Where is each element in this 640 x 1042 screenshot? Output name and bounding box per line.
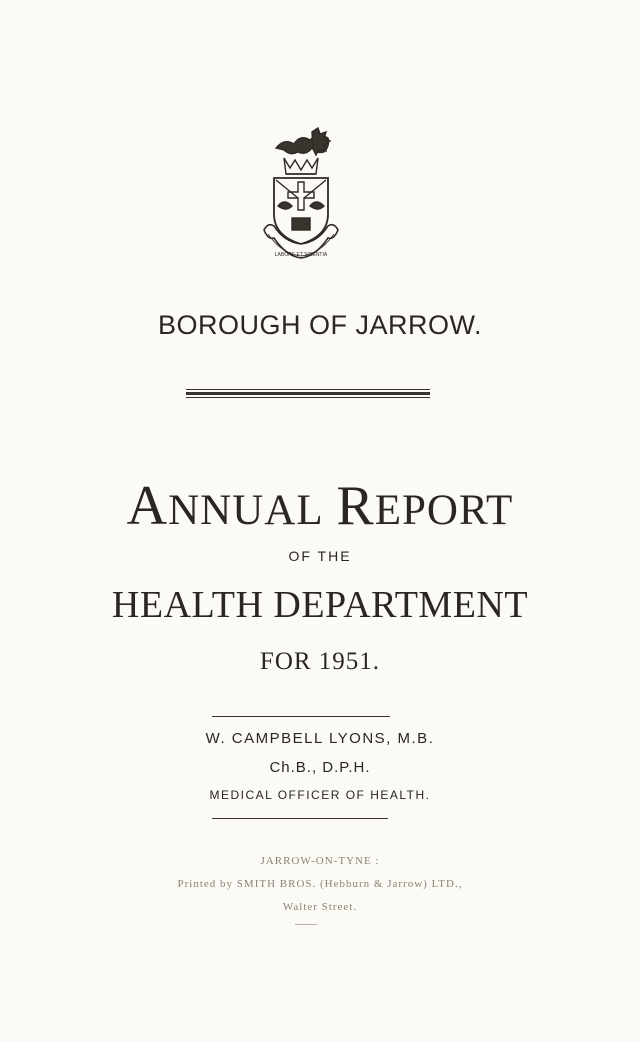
divider-top [212,716,390,717]
author-name: W. CAMPBELL LYONS, M.B. [205,730,435,747]
divider-bottom [212,818,388,819]
imprint-printer: Printed by SMITH BROS. (Hebburn & Jarrow) LTD., [177,878,463,890]
department-title: HEALTH DEPARTMENT [111,584,529,626]
end-mark [295,924,317,925]
borough-coat-of-arms-icon [262,126,340,268]
borough-title: BOROUGH OF JARROW. [157,310,482,340]
report-year: FOR 1951. [259,648,381,675]
of-the-line: OF THE [288,548,352,564]
author-qualifications: Ch.B., D.P.H. [269,759,371,776]
imprint-street: Walter Street. [282,901,358,913]
imprint-place: JARROW-ON-TYNE : [260,855,380,867]
report-title: ANNUAL REPORT [126,475,514,537]
decorative-rule [186,389,430,400]
crest-motto: LABORE ET SCIENTIA [274,252,328,258]
author-role: MEDICAL OFFICER OF HEALTH. [209,788,431,802]
